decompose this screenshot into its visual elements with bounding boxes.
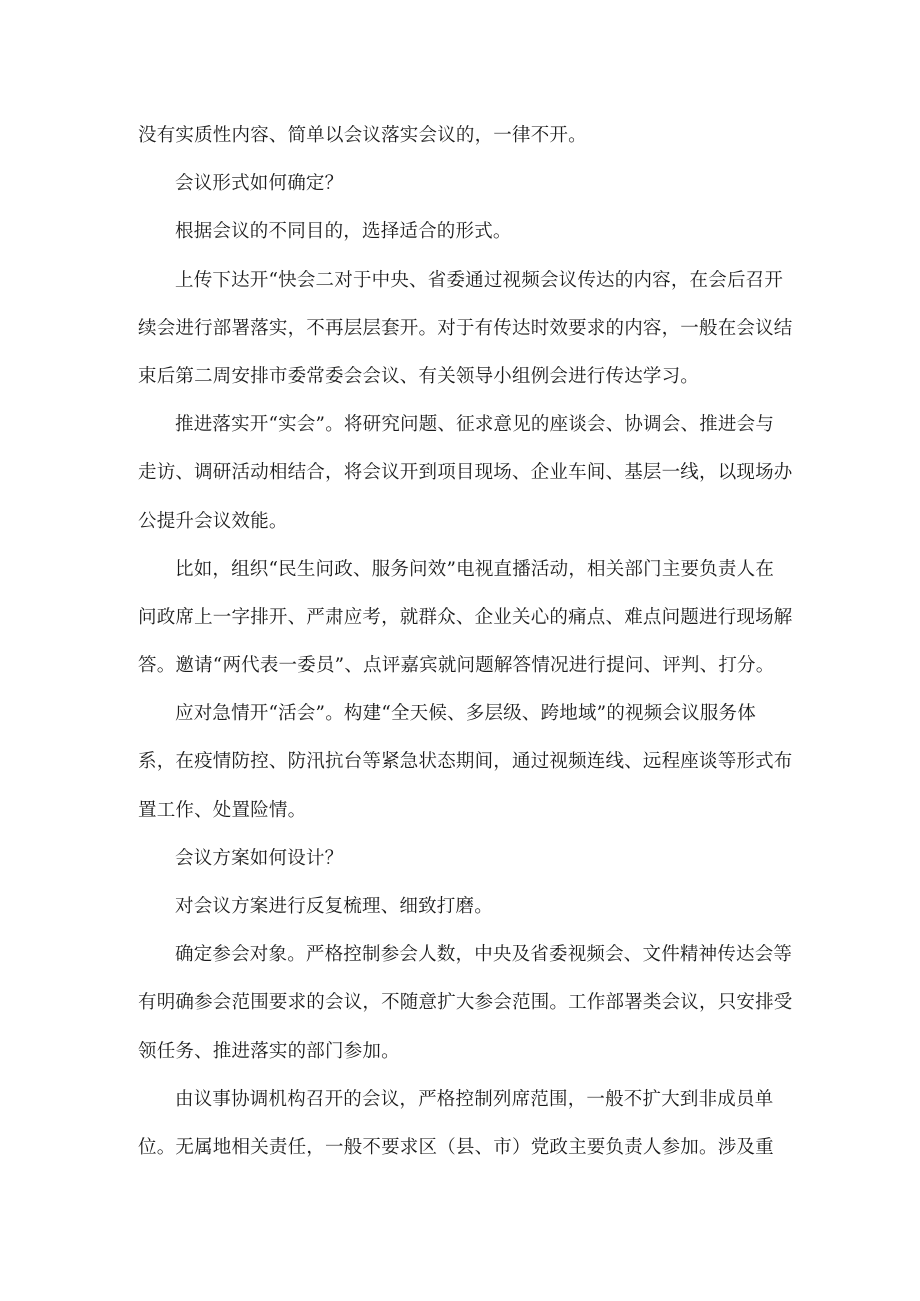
text-line: 对会议方案进行反复梳理、细致打磨。 [175, 896, 493, 917]
text-line: 根据会议的不同目的，选择适合的形式。 [175, 221, 512, 243]
text-line: 由议事协调机构召开的会议，严格控制列席范围，一般不扩大到非成员单 [175, 1088, 774, 1110]
text-line: 置工作、处置险情。 [138, 799, 307, 821]
text-line: 会议形式如何确定？ [175, 173, 344, 195]
text-line: 领任务、推进落实的部门参加。 [138, 1040, 400, 1062]
text-line: 有明确参会范围要求的会议，不随意扩大参会范围。工作部署类会议，只安排受 [138, 992, 793, 1014]
text-line: 束后第二周安排市委常委会会议、有关领导小组例会进行传达学习。 [138, 365, 700, 387]
text-line: 推进落实开“实会”。将研究问题、征求意见的座谈会、协调会、推进会与 [175, 414, 775, 436]
text-line: 答。邀请“两代表一委员”、点评嘉宾就问题解答情况进行提问、评判、打分。 [138, 655, 775, 677]
text-line: 走访、调研活动相结合，将会议开到项目现场、企业车间、基层一线，以现场办 [138, 462, 793, 484]
text-line: 没有实质性内容、简单以会议落实会议的，一律不开。 [138, 125, 587, 146]
text-line: 位。无属地相关责任，一般不要求区（县、市）党政主要负责人参加。涉及重 [138, 1136, 774, 1158]
text-line: 问政席上一字排开、严肃应考，就群众、企业关心的痛点、难点问题进行现场解 [138, 606, 793, 628]
text-line: 公提升会议效能。 [138, 510, 288, 532]
text-line: 续会进行部署落实，不再层层套开。对于有传达时效要求的内容，一般在会议结 [138, 317, 793, 339]
text-line: 会议方案如何设计？ [175, 847, 344, 869]
text-line: 应对急情开“活会”。构建“全天候、多层级、跨地域”的视频会议服务体 [175, 703, 756, 725]
text-line: 确定参会对象。严格控制参会人数，中央及省委视频会、文件精神传达会等 [175, 944, 793, 966]
text-line: 系，在疫情防控、防汛抗台等紧急状态期间，通过视频连线、远程座谈等形式布 [138, 751, 793, 773]
document-page [138, 112, 793, 1172]
text-line: 上传下达开“快会二对于中央、省委通过视频会议传达的内容，在会后召开 [175, 269, 784, 291]
text-line: 比如，组织“民生问政、服务问效”电视直播活动，相关部门主要负责人在 [175, 558, 775, 580]
